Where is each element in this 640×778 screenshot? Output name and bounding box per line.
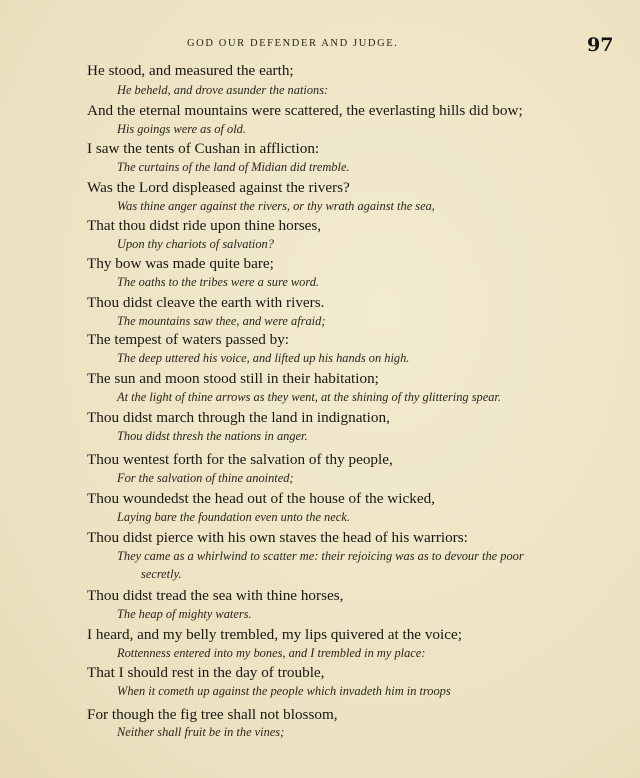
verse-response: The mountains saw thee, and were afraid; (117, 314, 326, 328)
verse-line: Thou didst tread the sea with thine horses, (87, 587, 344, 604)
verse-response: For the salvation of thine anointed; (117, 471, 294, 485)
verse-line: Thy bow was made quite bare; (87, 255, 274, 272)
page-number: 97 (587, 34, 614, 56)
verse-line: Thou didst pierce with his own staves the head of his warriors: (87, 529, 468, 546)
verse-line: And the eternal mountains were scattered, the everlasting hills did bow; (87, 102, 523, 119)
verse-line: Thou wentest forth for the salvation of thy people, (87, 451, 393, 468)
verse-line: Was the Lord displeased against the rivers? (87, 179, 350, 196)
verse-line: For though the fig tree shall not blossom, (87, 706, 338, 723)
verse-line: The tempest of waters passed by: (87, 331, 290, 348)
verse-response: Was thine anger against the rivers, or thy wrath against the sea, (117, 199, 435, 213)
verse-line: He stood, and measured the earth; (87, 62, 294, 79)
verse-line: That thou didst ride upon thine horses, (87, 217, 322, 234)
verse-response: The oaths to the tribes were a sure word. (117, 275, 320, 289)
verse-response: He beheld, and drove asunder the nations: (117, 83, 329, 97)
verse-response: Upon thy chariots of salvation? (117, 237, 274, 251)
verse-line: Thou woundedst the head out of the house of the wicked, (87, 490, 435, 507)
verse-line: Thou didst march through the land in indignation, (87, 409, 390, 426)
verse-response: His goings were as of old. (117, 122, 246, 136)
verse-response: Rottenness entered into my bones, and I trembled in my place: (117, 646, 426, 660)
verse-line: That I should rest in the day of trouble, (87, 664, 325, 681)
verse-line: I saw the tents of Cushan in affliction: (87, 140, 320, 157)
verse-response: The curtains of the land of Midian did tremble. (117, 160, 350, 174)
verse-response: When it cometh up against the people which invadeth him in troops (117, 684, 451, 698)
running-title: GOD OUR DEFENDER AND JUDGE. (187, 38, 399, 49)
verse-response: The deep uttered his voice, and lifted up his hands on high. (117, 351, 410, 365)
verse-line: The sun and moon stood still in their habitation; (87, 370, 379, 387)
verse-response: Thou didst thresh the nations in anger. (117, 429, 308, 443)
verse-line: I heard, and my belly trembled, my lips quivered at the voice; (87, 626, 462, 643)
verse-response-continuation: secretly. (141, 567, 182, 581)
verse-response: The heap of mighty waters. (117, 607, 252, 621)
verse-response: At the light of thine arrows as they went, at the shining of thy glittering spear. (117, 390, 501, 404)
verse-response: They came as a whirlwind to scatter me: their rejoicing was as to devour the poor (117, 549, 524, 563)
verse-line: Thou didst cleave the earth with rivers. (87, 294, 325, 311)
verse-response: Neither shall fruit be in the vines; (117, 725, 285, 739)
verse-response: Laying bare the foundation even unto the neck. (117, 510, 350, 524)
